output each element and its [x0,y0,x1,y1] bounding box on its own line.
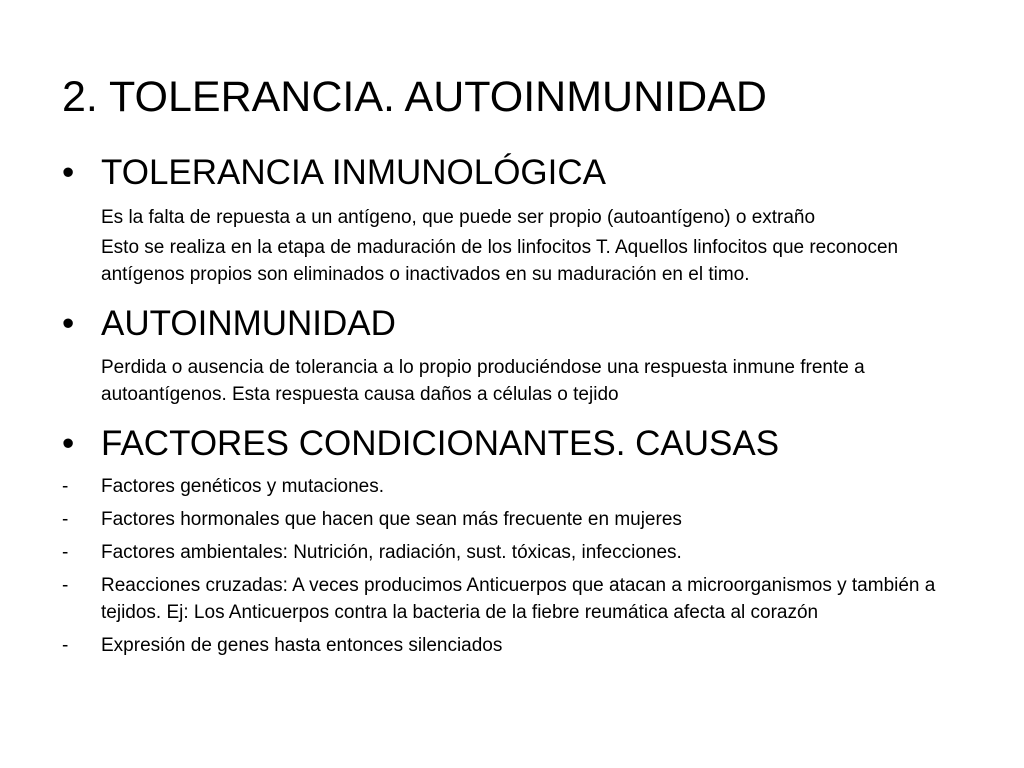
list-item-text: Expresión de genes hasta entonces silenciados [101,635,503,656]
section-factores [0,421,1024,659]
dash-icon: - [62,476,69,497]
dash-icon: - [62,635,69,656]
paragraph: Perdida o ausencia de tolerancia a lo propio produciéndose una respuesta inmune frente a autoantígenos. Esta respuesta causa daños a células o tejido [101,357,865,405]
bullet-icon: • [62,304,75,343]
list-item-text: Factores hormonales que hacen que sean más frecuente en mujeres [101,509,682,530]
list-item [0,572,1024,626]
bullet-heading [0,301,1024,347]
paragraph: Es la falta de repuesta a un antígeno, que puede ser propio (autoantígeno) o extraño [101,207,816,228]
list-item [0,539,1024,566]
dash-icon: - [62,575,69,596]
dash-icon: - [62,542,69,563]
bullet-icon: • [62,153,75,192]
dash-icon: - [62,509,69,530]
list-item-text: Factores ambientales: Nutrición, radiación, sust. tóxicas, infecciones. [101,542,682,563]
section-autoinmunidad [0,301,1024,421]
list-item [0,632,1024,659]
bullet-icon: • [62,424,75,463]
bullet-heading [0,421,1024,467]
slide-title: 2. TOLERANCIA. AUTOINMUNIDAD [62,73,767,121]
slide-content [0,150,1024,665]
list-item [0,506,1024,533]
paragraph: Esto se realiza en la etapa de maduración de los linfocitos T. Aquellos linfocitos que reconocen antígenos propios son eliminados o inactivados en su maduración en el timo. [101,237,899,285]
heading-autoinmunidad: AUTOINMUNIDAD [101,304,396,343]
bullet-heading [0,150,1024,196]
list-item-text: Factores genéticos y mutaciones. [101,476,385,497]
heading-factores: FACTORES CONDICIONANTES. CAUSAS [101,424,780,463]
list-item-text: Reacciones cruzadas: A veces producimos Anticuerpos que atacan a microorganismos y también a tejidos. Ej: Los Anticuerpos contra la bacteria de la fiebre reumática afecta al corazón [101,575,936,623]
list-item [0,473,1024,500]
section-tolerancia [0,150,1024,301]
heading-tolerancia: TOLERANCIA INMUNOLÓGICA [101,153,607,192]
